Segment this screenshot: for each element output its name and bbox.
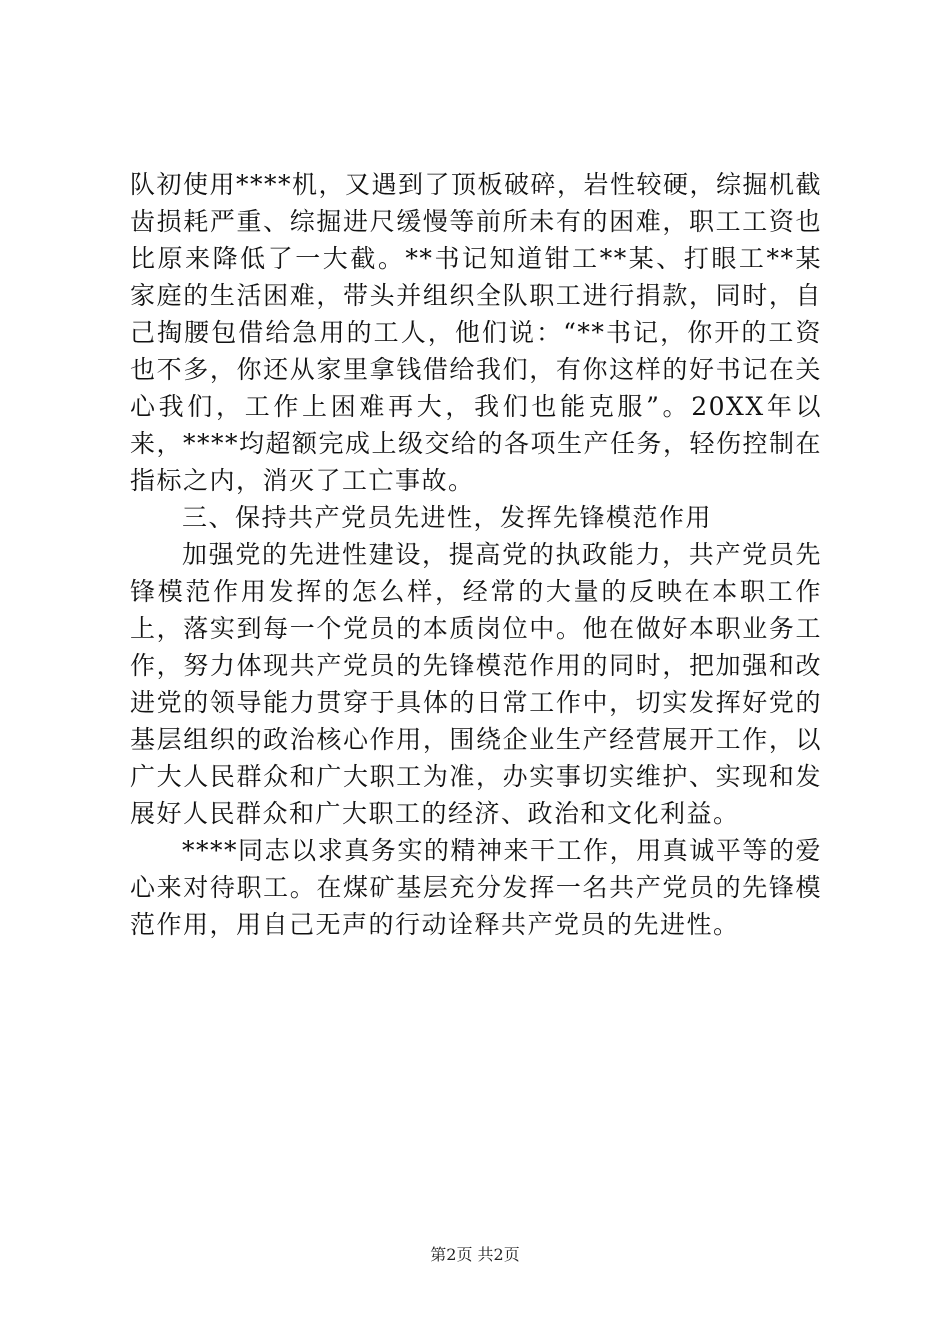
paragraph-continuation: 队初使用****机，又遇到了顶板破碎，岩性较硬，综掘机截齿损耗严重、综掘进尺缓慢等前所未有的困难，职工工资也比原来降低了一大截。**书记知道钳工**某、打眼工**某家庭的生活困难，带头并组织全队职工进行捐款，同时，自己掏腰包借给急用的工人，他们说：“**书记，你开的工资也不多，你还从家里拿钱借给我们，有你这样的好书记在关心我们，工作上困难再大，我们也能克服”。20XX年以来，****均超额完成上级交给的各项生产任务，轻伤控制在指标之内，消灭了工亡事故。 — [130, 170, 823, 495]
paragraph-vanguard-role: 加强党的先进性建设，提高党的执政能力，共产党员先锋模范作用发挥的怎么样，经常的大量的反映在本职工作上，落实到每一个党员的本质岗位中。他在做好本职业务工作，努力体现共产党员的先锋模范作用的同时，把加强和改进党的领导能力贯穿于具体的日常工作中，切实发挥好党的基层组织的政治核心作用，围绕企业生产经营展开工作，以广大人民群众和广大职工为准，办实事切实维护、实现和发展好人民群众和广大职工的经济、政治和文化利益。 — [130, 540, 822, 828]
paragraph-conclusion: ****同志以求真务实的精神来干工作，用真诚平等的爱心来对待职工。在煤矿基层充分发挥一名共产党员的先锋模范作用，用自己无声的行动诠释共产党员的先进性。 — [130, 836, 822, 939]
page-number-footer: 第2页 共2页 — [430, 1245, 520, 1264]
section-heading: 三、保持共产党员先进性，发挥先锋模范作用 — [182, 503, 713, 532]
document-body — [130, 166, 822, 943]
